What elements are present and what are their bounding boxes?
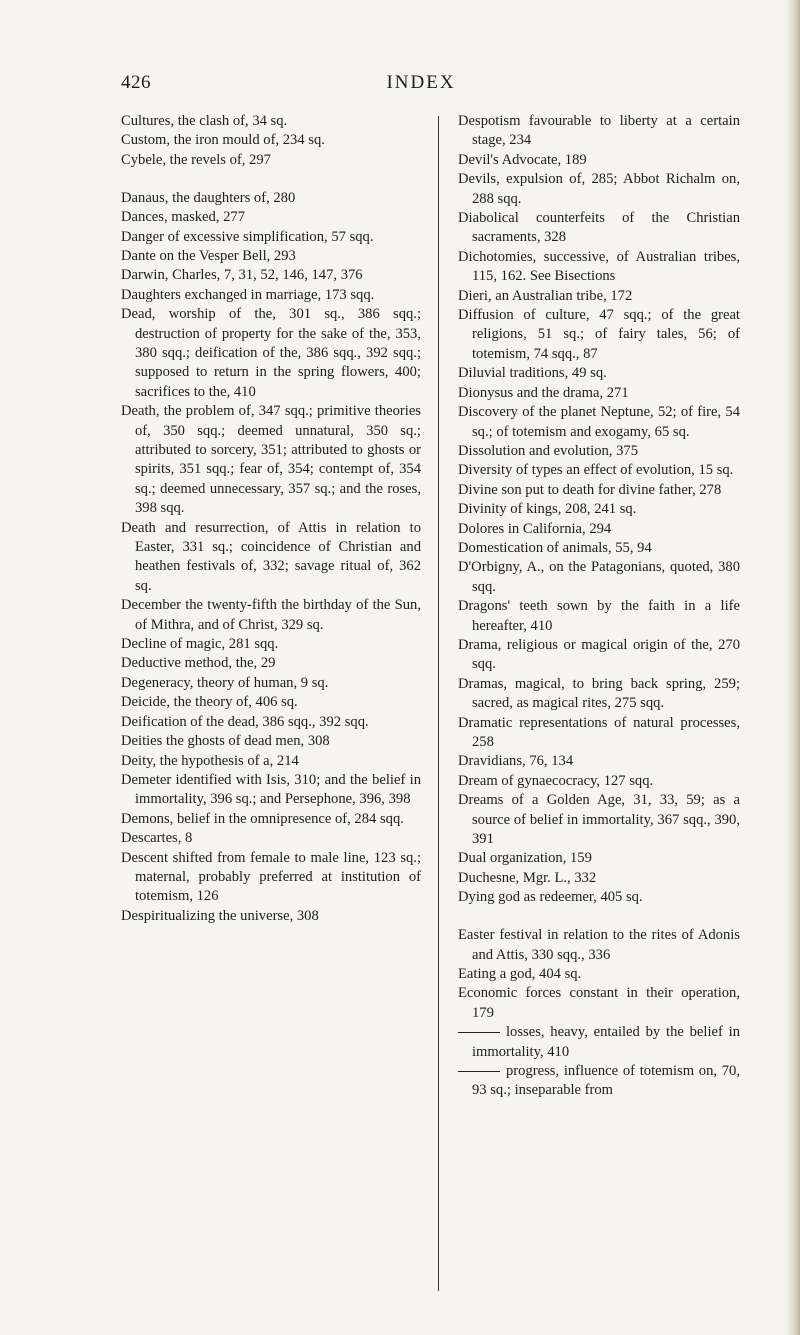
index-entry-text: progress, influence of totemism on, 70, 93 sq.; inseparable from [472,1063,740,1099]
index-entry-text: Diluvial traditions, 49 sq. [458,365,607,382]
index-entry [121,829,421,848]
index-entry-text: Cultures, the clash of, 34 sq. [121,113,288,129]
index-entry [458,481,740,500]
index-entry-text: Death, the problem of, 347 sqq.; primitive theories of, 350 sqq.; deemed unnatural, 350 sq.; attributed to sorcery, 351; attributed to ghosts or spirits, 351 sqq.; fear of, 354; contempt of, 354 sq.; deemed unnecessary, 357 sq.; and the roses, 398 sqq. [121,403,421,517]
index-entry-text: Dieri, an Australian tribe, 172 [458,287,633,304]
ditto-dash [458,1071,500,1072]
index-entry [121,519,421,597]
index-entry-text: Deicide, the theory of, 406 sq. [121,694,298,711]
index-entry-text: Dying god as redeemer, 405 sq. [458,889,643,906]
index-entry-text: Dramatic representations of natural processes, 258 [458,714,740,750]
index-entry-text: Dual organization, 159 [458,850,592,867]
index-entry [458,849,740,868]
index-entry-text: Deductive method, the, 29 [121,655,276,672]
index-entry-text: Duchesne, Mgr. L., 332 [458,869,597,886]
index-entry [458,287,740,306]
index-entry-text: Dichotomies, successive, of Australian tribes, 115, 162. See Bisections [458,248,740,285]
index-entry-text: Deities the ghosts of dead men, 308 [121,733,330,750]
page-header [121,72,721,102]
index-entry-text: Devil's Advocate, 189 [458,151,587,168]
index-entry [458,442,740,461]
index-entry [458,403,740,442]
index-entry-text: Easter festival in relation to the rites of Adonis and Attis, 330 sqq., 336 [458,927,740,963]
page-number: 426 [121,72,151,93]
index-entry [121,693,421,712]
index-entry [458,869,740,888]
index-entry [121,596,421,635]
index-entry [121,266,421,285]
index-entry-text: Eating a god, 404 sq. [458,965,582,982]
index-entry [121,112,421,131]
index-entry [458,520,740,539]
index-entry [458,461,740,480]
index-entry [121,131,421,150]
index-entry [458,170,740,209]
index-entry-text: Dissolution and evolution, 375 [458,442,638,459]
index-entry [458,888,740,907]
index-entry [458,1062,740,1101]
index-entry-text: Despotism favourable to liberty at a certain stage, 234 [458,113,740,149]
running-title: INDEX [386,72,456,93]
index-entry [458,539,740,558]
index-entry [458,597,740,636]
index-entry-text: Dreams of a Golden Age, 31, 33, 59; as a source of belief in immortality, 367 sqq., 390, 391 [458,792,740,848]
index-entry [121,305,421,402]
index-entry-text: Divinity of kings, 208, 241 sq. [458,501,637,518]
index-entry-text: Economic forces constant in their operation, 179 [458,985,740,1021]
index-entry [458,1023,740,1062]
index-entry [121,654,421,673]
index-entry-text: Danger of excessive simplification, 57 sqq. [121,228,374,245]
index-entry-text: Decline of magic, 281 sqq. [121,636,279,653]
index-entry [121,752,421,771]
index-entry-text: Dravidians, 76, 134 [458,753,574,770]
index-entry-text: Degeneracy, theory of human, 9 sq. [121,674,329,691]
index-entry [458,675,740,714]
index-entry [458,772,740,791]
index-entry [458,791,740,849]
index-entry [121,286,421,305]
index-entry [121,208,421,227]
index-entry [458,500,740,519]
index-entry [121,907,421,926]
index-entry [458,558,740,597]
index-entry-text: Custom, the iron mould of, 234 sq. [121,132,325,149]
index-entry [458,384,740,403]
index-entry-text: Drama, religious or magical origin of the, 270 sqq. [458,636,740,673]
index-entry-text: Cybele, the revels of, 297 [121,151,271,168]
index-entry [121,771,421,810]
index-entry [458,636,740,675]
index-entry [121,151,421,170]
index-entry [121,228,421,247]
index-entry-text: Domestication of animals, 55, 94 [458,539,652,556]
index-entry-text: Divine son put to death for divine father, 278 [458,481,722,498]
index-entry-text: Despiritualizing the universe, 308 [121,907,319,924]
index-entry-text: Diffusion of culture, 47 sqq.; of the great religions, 51 sq.; of fairy tales, 56; of totemism, 74 sqq., 87 [458,307,740,362]
index-entry-text: Dead, worship of the, 301 sq., 386 sqq.; destruction of property for the sake of the, 353, 380 sqq.; deification of the, 386 sqq., 392 sqq.; supposed to return in the spring flowers, 400; sacrifices to the, 410 [121,306,421,400]
index-entry [121,189,421,208]
index-entry-text: Diabolical counterfeits of the Christian sacraments, 328 [458,210,740,246]
index-entry [458,752,740,771]
index-entry [121,402,421,518]
index-entry-text: losses, heavy, entailed by the belief in immortality, 410 [472,1024,740,1060]
index-entry [458,306,740,364]
index-entry-text: Dramas, magical, to bring back spring, 259; sacred, as magical rites, 275 sqq. [458,675,740,712]
index-column-right [458,112,740,1101]
index-entry-text: Darwin, Charles, 7, 31, 52, 146, 147, 376 [121,267,363,284]
index-entry [121,732,421,751]
index-entry [121,635,421,654]
index-entry-text: Dante on the Vesper Bell, 293 [121,247,296,264]
index-entry-text: D'Orbigny, A., on the Patagonians, quoted, 380 sqq. [458,559,740,595]
index-entry-text: Devils, expulsion of, 285; Abbot Richalm on, 288 sqq. [458,171,740,207]
index-entry [458,364,740,383]
index-entry-text: Deification of the dead, 386 sqq., 392 sqq. [121,713,369,730]
index-entry [458,112,740,151]
index-column-left [121,112,421,926]
index-entry [458,248,740,287]
index-entry [458,965,740,984]
index-entry-text: December the twenty-fifth the birthday of the Sun, of Mithra, and of Christ, 329 sq. [121,597,421,633]
index-entry-text: Dionysus and the drama, 271 [458,384,629,401]
index-entry [458,209,740,248]
index-entry-text: Demons, belief in the omnipresence of, 284 sqq. [121,810,404,827]
index-entry-text: Descent shifted from female to male line, 123 sq.; maternal, probably preferred at institution of totemism, 126 [121,849,421,905]
index-entry-text: Descartes, 8 [121,830,193,847]
page-edge [786,0,800,1335]
index-entry-text: Discovery of the planet Neptune, 52; of fire, 54 sq.; of totemism and exogamy, 65 sq. [458,404,740,440]
index-entry [121,674,421,693]
index-entry-text: Dances, masked, 277 [121,209,246,226]
index-entry [121,247,421,266]
index-entry [458,984,740,1023]
index-entry [458,926,740,965]
index-entry-text: Dolores in California, 294 [458,520,612,537]
index-entry [121,849,421,907]
index-entry-text: Dragons' teeth sown by the faith in a life hereafter, 410 [458,598,740,634]
index-entry-text: Danaus, the daughters of, 280 [121,189,296,206]
column-divider [438,116,439,1291]
index-entry-text: Demeter identified with Isis, 310; and the belief in immortality, 396 sq.; and Persephone, 396, 398 [121,771,421,808]
index-entry-text: Dream of gynaecocracy, 127 sqq. [458,772,654,789]
index-entry-text: Daughters exchanged in marriage, 173 sqq. [121,286,375,303]
index-entry-text: Deity, the hypothesis of a, 214 [121,752,299,769]
index-entry [121,810,421,829]
ditto-dash [458,1032,500,1033]
index-entry-text: Death and resurrection, of Attis in relation to Easter, 331 sq.; coincidence of Christian and heathen festivals of, 332; savage ritual of, 362 sq. [121,519,421,594]
index-entry [121,713,421,732]
index-entry [458,714,740,753]
index-entry-text: Diversity of types an effect of evolution, 15 sq. [458,462,734,479]
index-entry [458,151,740,170]
